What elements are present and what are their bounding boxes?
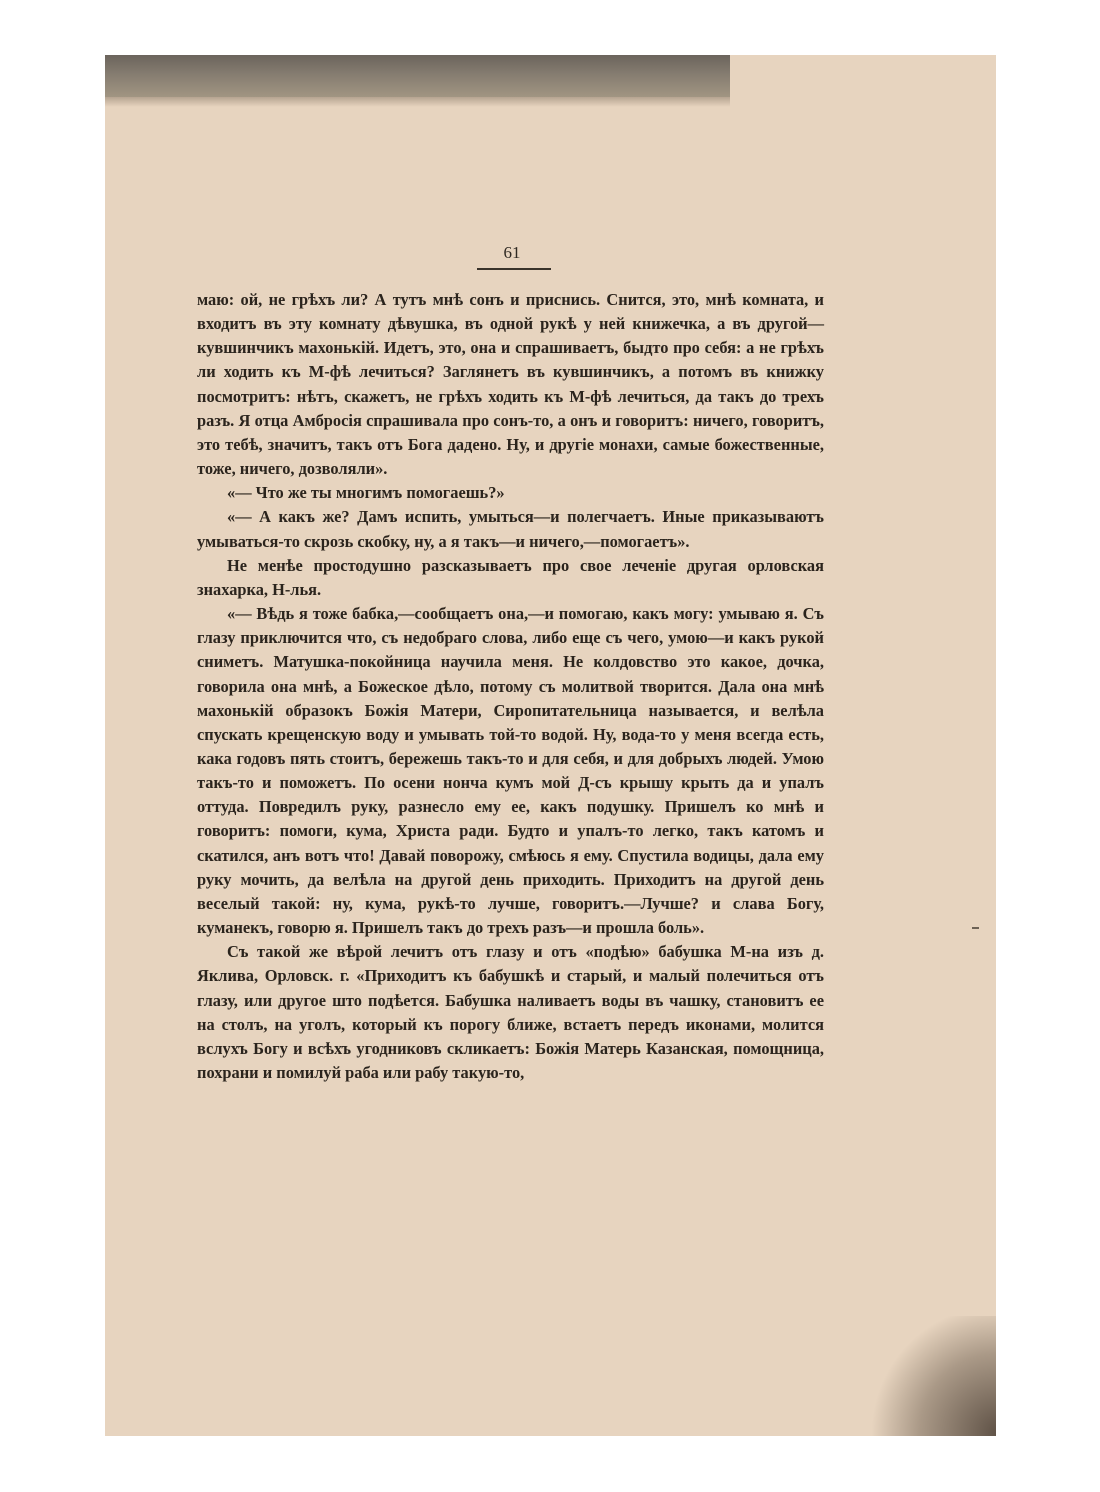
paragraph: «— А какъ же? Дамъ испить, умыться—и полегчаетъ. Иные приказываютъ умываться-то скрозь скобку, ну, а я такъ—и ничего,—помогаетъ». — [197, 507, 824, 551]
paragraph: маю: ой, не грѣхъ ли? А тутъ мнѣ сонъ и приснись. Снится, это, мнѣ комната, и входитъ въ эту комнату дѣвушка, въ одной рукѣ у ней книжечка, а въ другой—кувшинчикъ махонькій. Идетъ, это, она и спрашиваетъ, быдто про себя: а не грѣхъ ли ходить къ М-фѣ лечиться? Заглянетъ въ кувшинчикъ, а потомъ въ книжку посмотритъ: нѣтъ, скажетъ, не грѣхъ ходить къ М-фѣ лечиться, да такъ до трехъ разъ. Я отца Амбросія спрашивала про сонъ-то, а онъ и говоритъ: ничего, говоритъ, это тебѣ, значитъ, такъ отъ Бога дадено. Ну, и другіе монахи, самые божественные, тоже, ничего, дозволяли». — [197, 290, 824, 479]
body-text — [197, 288, 824, 1085]
page-number: 61 — [503, 243, 521, 262]
page-number-rule — [477, 268, 551, 270]
paragraph: Не менѣе простодушно разсказываетъ про свое леченіе другая орловская знахарка, Н-лья. — [197, 555, 824, 599]
scan-top-shadow-band — [105, 55, 730, 97]
scanned-page — [105, 55, 996, 1436]
scan-band-fade — [105, 97, 730, 107]
scan-corner-shadow — [866, 1316, 996, 1436]
paragraph: Съ такой же вѣрой лечитъ отъ глазу и отъ «подѣю» бабушка М-на изъ д. Яклива, Орловск. г. «Приходитъ къ бабушкѣ и старый, и малый полечиться отъ глазу, или другое што подѣется. Бабушка наливаетъ воды въ чашку, становитъ ее на столъ, на уголъ, который къ порогу ближе, встаетъ передъ иконами, молится вслухъ Богу и всѣхъ угодниковъ скликаетъ: Божія Матерь Казанская, помощница, похрани и помилуй раба или рабу такую-то, — [197, 942, 824, 1082]
paragraph: «— Что же ты многимъ помогаешь?» — [227, 483, 505, 503]
scan-speck — [972, 927, 979, 929]
paragraph: «— Вѣдь я тоже бабка,—сообщаетъ она,—и помогаю, какъ могу: умываю я. Съ глазу приключится что, съ недобраго слова, либо еще съ чего, умою—и какъ рукой сниметъ. Матушка-покойница научила меня. Не колдовство это какое, дочка, говорила она мнѣ, а Божеское дѣло, потому съ молитвой творится. Дала она мнѣ махонькій образокъ Божія Матери, Сиропитательница называется, и велѣла спускать крещенскую воду и умывать той-то водой. Ну, вода-то у меня всегда есть, кака годовъ пять стоитъ, бережешь такъ-то и для себя, и для добрыхъ людей. Умою такъ-то и поможетъ. По осени нонча кумъ мой Д-съ крышу крыть да и упалъ оттуда. Повредилъ руку, разнесло ему ее, какъ подушку. Пришелъ ко мнѣ и говоритъ: помоги, кума, Христа ради. Будто и упалъ-то легко, такъ катомъ и скатился, анъ вотъ что! Давай поворожу, смѣюсь я ему. Спустила водицы, дала ему руку мочить, да велѣла на другой день приходить. Приходитъ на другой день веселый такой: ну, кума, рукѣ-то лучше, говоритъ.—Лучше? и слава Богу, куманекъ, говорю я. Пришелъ такъ до трехъ разъ—и прошла боль». — [197, 604, 824, 938]
